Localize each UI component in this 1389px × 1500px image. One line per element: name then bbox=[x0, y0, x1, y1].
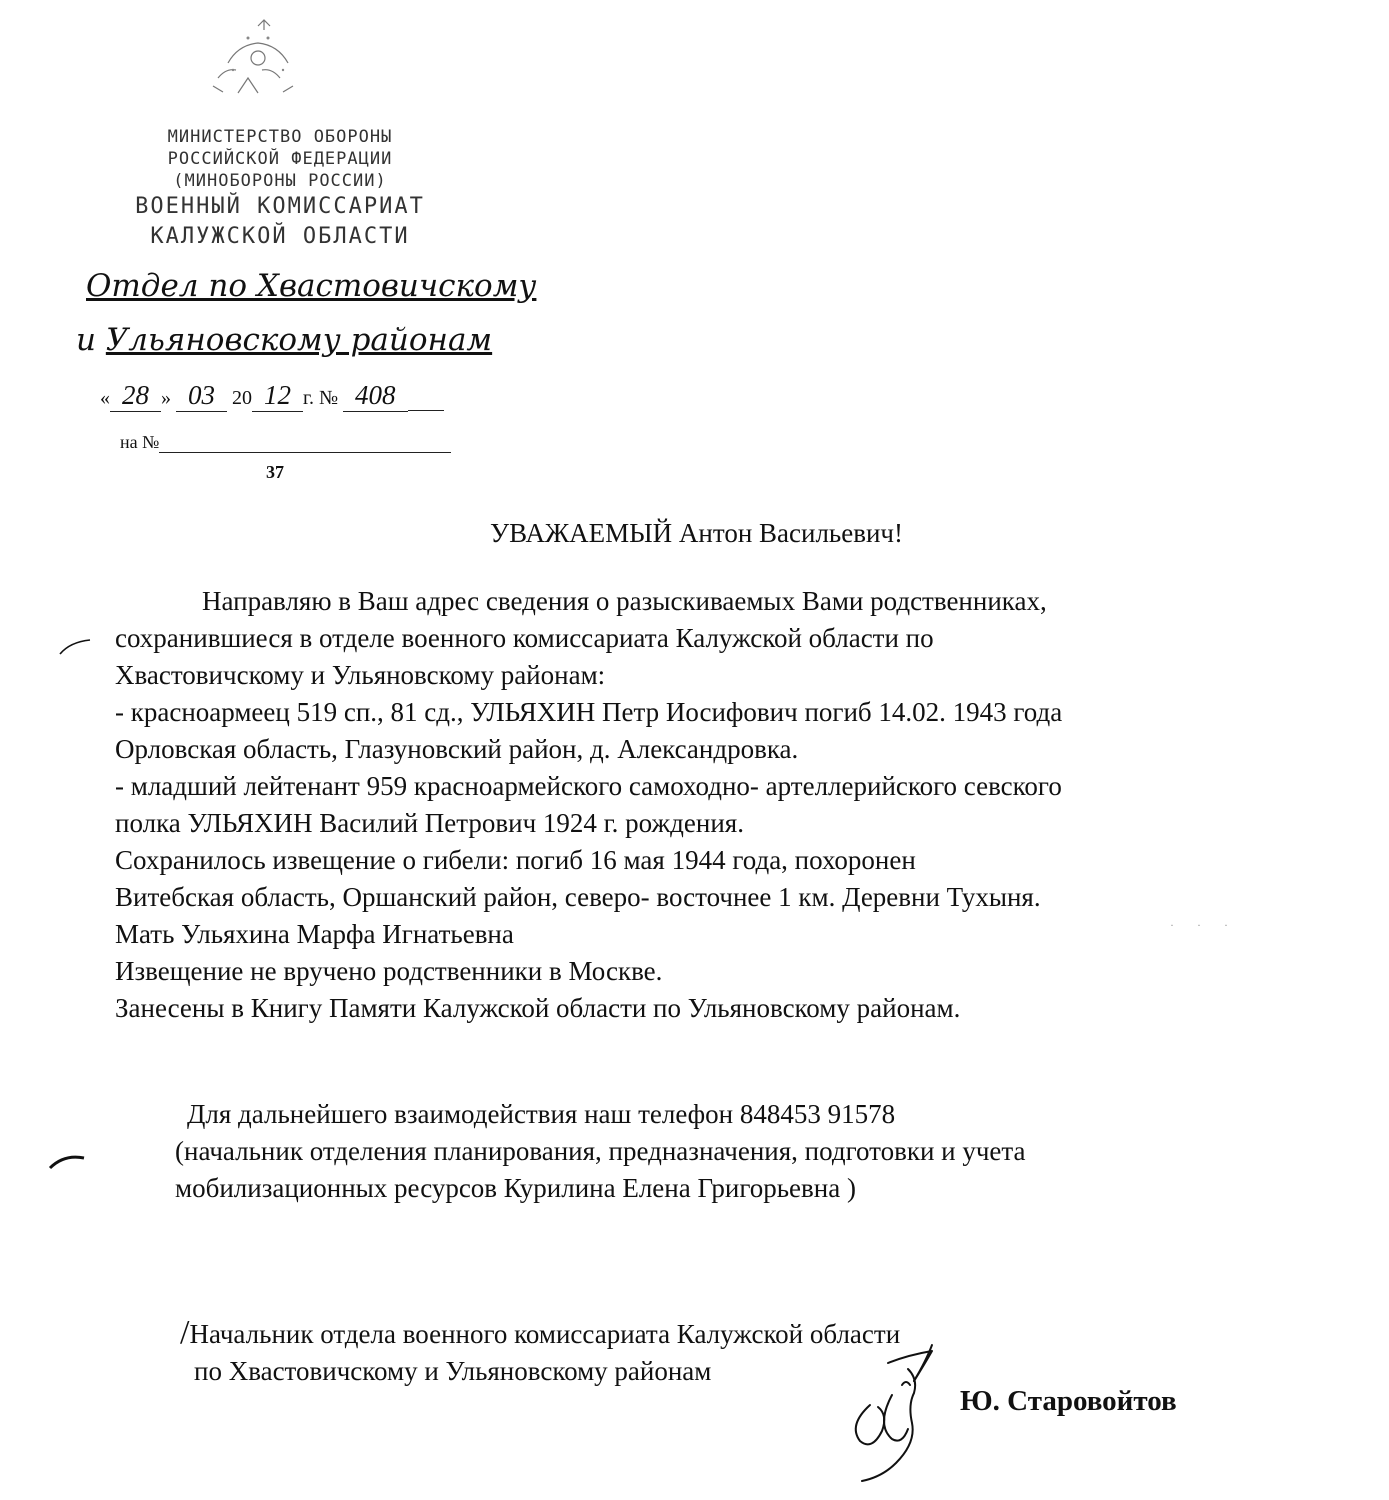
body-line: Мать Ульяхина Марфа Игнатьевна bbox=[115, 919, 514, 949]
contact-line: Для дальнейшего взаимодействия наш телефон 848453 91578 bbox=[187, 1099, 896, 1129]
body-line: Направляю в Ваш адрес сведения о разыскиваемых Вами родственниках, bbox=[202, 586, 1047, 616]
handwritten-districts: Ульяновскому районам bbox=[105, 322, 493, 358]
body-line: Занесены в Книгу Памяти Калужской области по Ульяновскому районам. bbox=[115, 993, 961, 1023]
year-suffix: г. № bbox=[303, 387, 339, 409]
letterhead-stamp bbox=[100, 126, 460, 252]
handwritten-signature bbox=[830, 1335, 970, 1495]
body-line: Сохранилось извещение о гибели: погиб 16 мая 1944 года, похоронен bbox=[115, 845, 916, 875]
signer-title-text: Начальник отдела военного комиссариата Калужской области bbox=[189, 1319, 901, 1349]
page-number: 37 bbox=[266, 462, 284, 482]
signer-title-line1 bbox=[180, 1314, 900, 1353]
year-prefix: 20 bbox=[232, 387, 252, 409]
body-line: - младший лейтенант 959 красноармейского самоходно- артеллерийского севского bbox=[115, 771, 1062, 801]
body-line: Витебская область, Оршанский район, северо- восточнее 1 км. Деревни Тухыня. bbox=[115, 882, 1041, 912]
letterhead-ministry: МИНИСТЕРСТВО ОБОРОНЫ bbox=[167, 127, 393, 147]
signer-block bbox=[180, 1314, 900, 1390]
handwritten-department-line1: Отдел по Хвастовичскому bbox=[86, 268, 537, 304]
body-line: Хвастовичскому и Ульяновскому районам: bbox=[115, 660, 606, 690]
letterhead-federation: РОССИЙСКОЙ ФЕДЕРАЦИИ bbox=[167, 149, 393, 169]
close-quote: » bbox=[161, 387, 171, 409]
letterhead-region: КАЛУЖСКОЙ ОБЛАСТИ bbox=[150, 224, 410, 249]
number-underline bbox=[408, 387, 444, 411]
contact-line: (начальник отделения планирования, предназначения, подготовки и учета bbox=[175, 1136, 1026, 1166]
contact-line: мобилизационных ресурсов Курилина Елена Григорьевна ) bbox=[175, 1173, 856, 1203]
handwritten-prefix: и bbox=[76, 322, 106, 358]
emblem-icon bbox=[188, 8, 298, 118]
signer-title-line2: по Хвастовичскому и Ульяновскому районам bbox=[194, 1356, 712, 1386]
signer-name: Ю. Старовойтов bbox=[960, 1385, 1177, 1417]
margin-tick-icon bbox=[58, 636, 94, 658]
greeting: УВАЖАЕМЫЙ Антон Васильевич! bbox=[490, 518, 903, 548]
date-number-line bbox=[100, 380, 444, 412]
contact-block bbox=[175, 1096, 1325, 1207]
reference-line bbox=[120, 432, 451, 453]
signer-mark: / bbox=[180, 1314, 190, 1351]
body-line: сохранившиеся в отделе военного комиссариата Калужской области по bbox=[115, 623, 934, 653]
body-line: - красноармеец 519 сп., 81 сд., УЛЬЯХИН Петр Иосифович погиб 14.02. 1943 года bbox=[115, 697, 1063, 727]
letterhead-short: (МИНОБОРОНЫ РОССИИ) bbox=[173, 171, 387, 191]
scan-specks: · · · bbox=[1170, 918, 1238, 932]
margin-tick-icon bbox=[48, 1150, 88, 1172]
date-year: 12 bbox=[252, 380, 303, 412]
body-line: полка УЛЬЯХИН Василий Петрович 1924 г. рождения. bbox=[115, 808, 744, 838]
reference-prefix: на № bbox=[120, 432, 160, 452]
greeting-wrapper bbox=[0, 518, 1389, 549]
date-month: 03 bbox=[176, 380, 227, 412]
open-quote: « bbox=[100, 387, 110, 409]
outgoing-number: 408 bbox=[343, 380, 408, 412]
letter-body bbox=[115, 583, 1335, 1027]
date-day: 28 bbox=[110, 380, 161, 412]
letterhead-commissariat: ВОЕННЫЙ КОМИССАРИАТ bbox=[135, 194, 425, 219]
reference-blank bbox=[159, 434, 451, 453]
body-line: Орловская область, Глазуновский район, д. Александровка. bbox=[115, 734, 799, 764]
body-line: Извещение не вручено родственники в Москве. bbox=[115, 956, 663, 986]
handwritten-department-line2 bbox=[76, 322, 492, 358]
